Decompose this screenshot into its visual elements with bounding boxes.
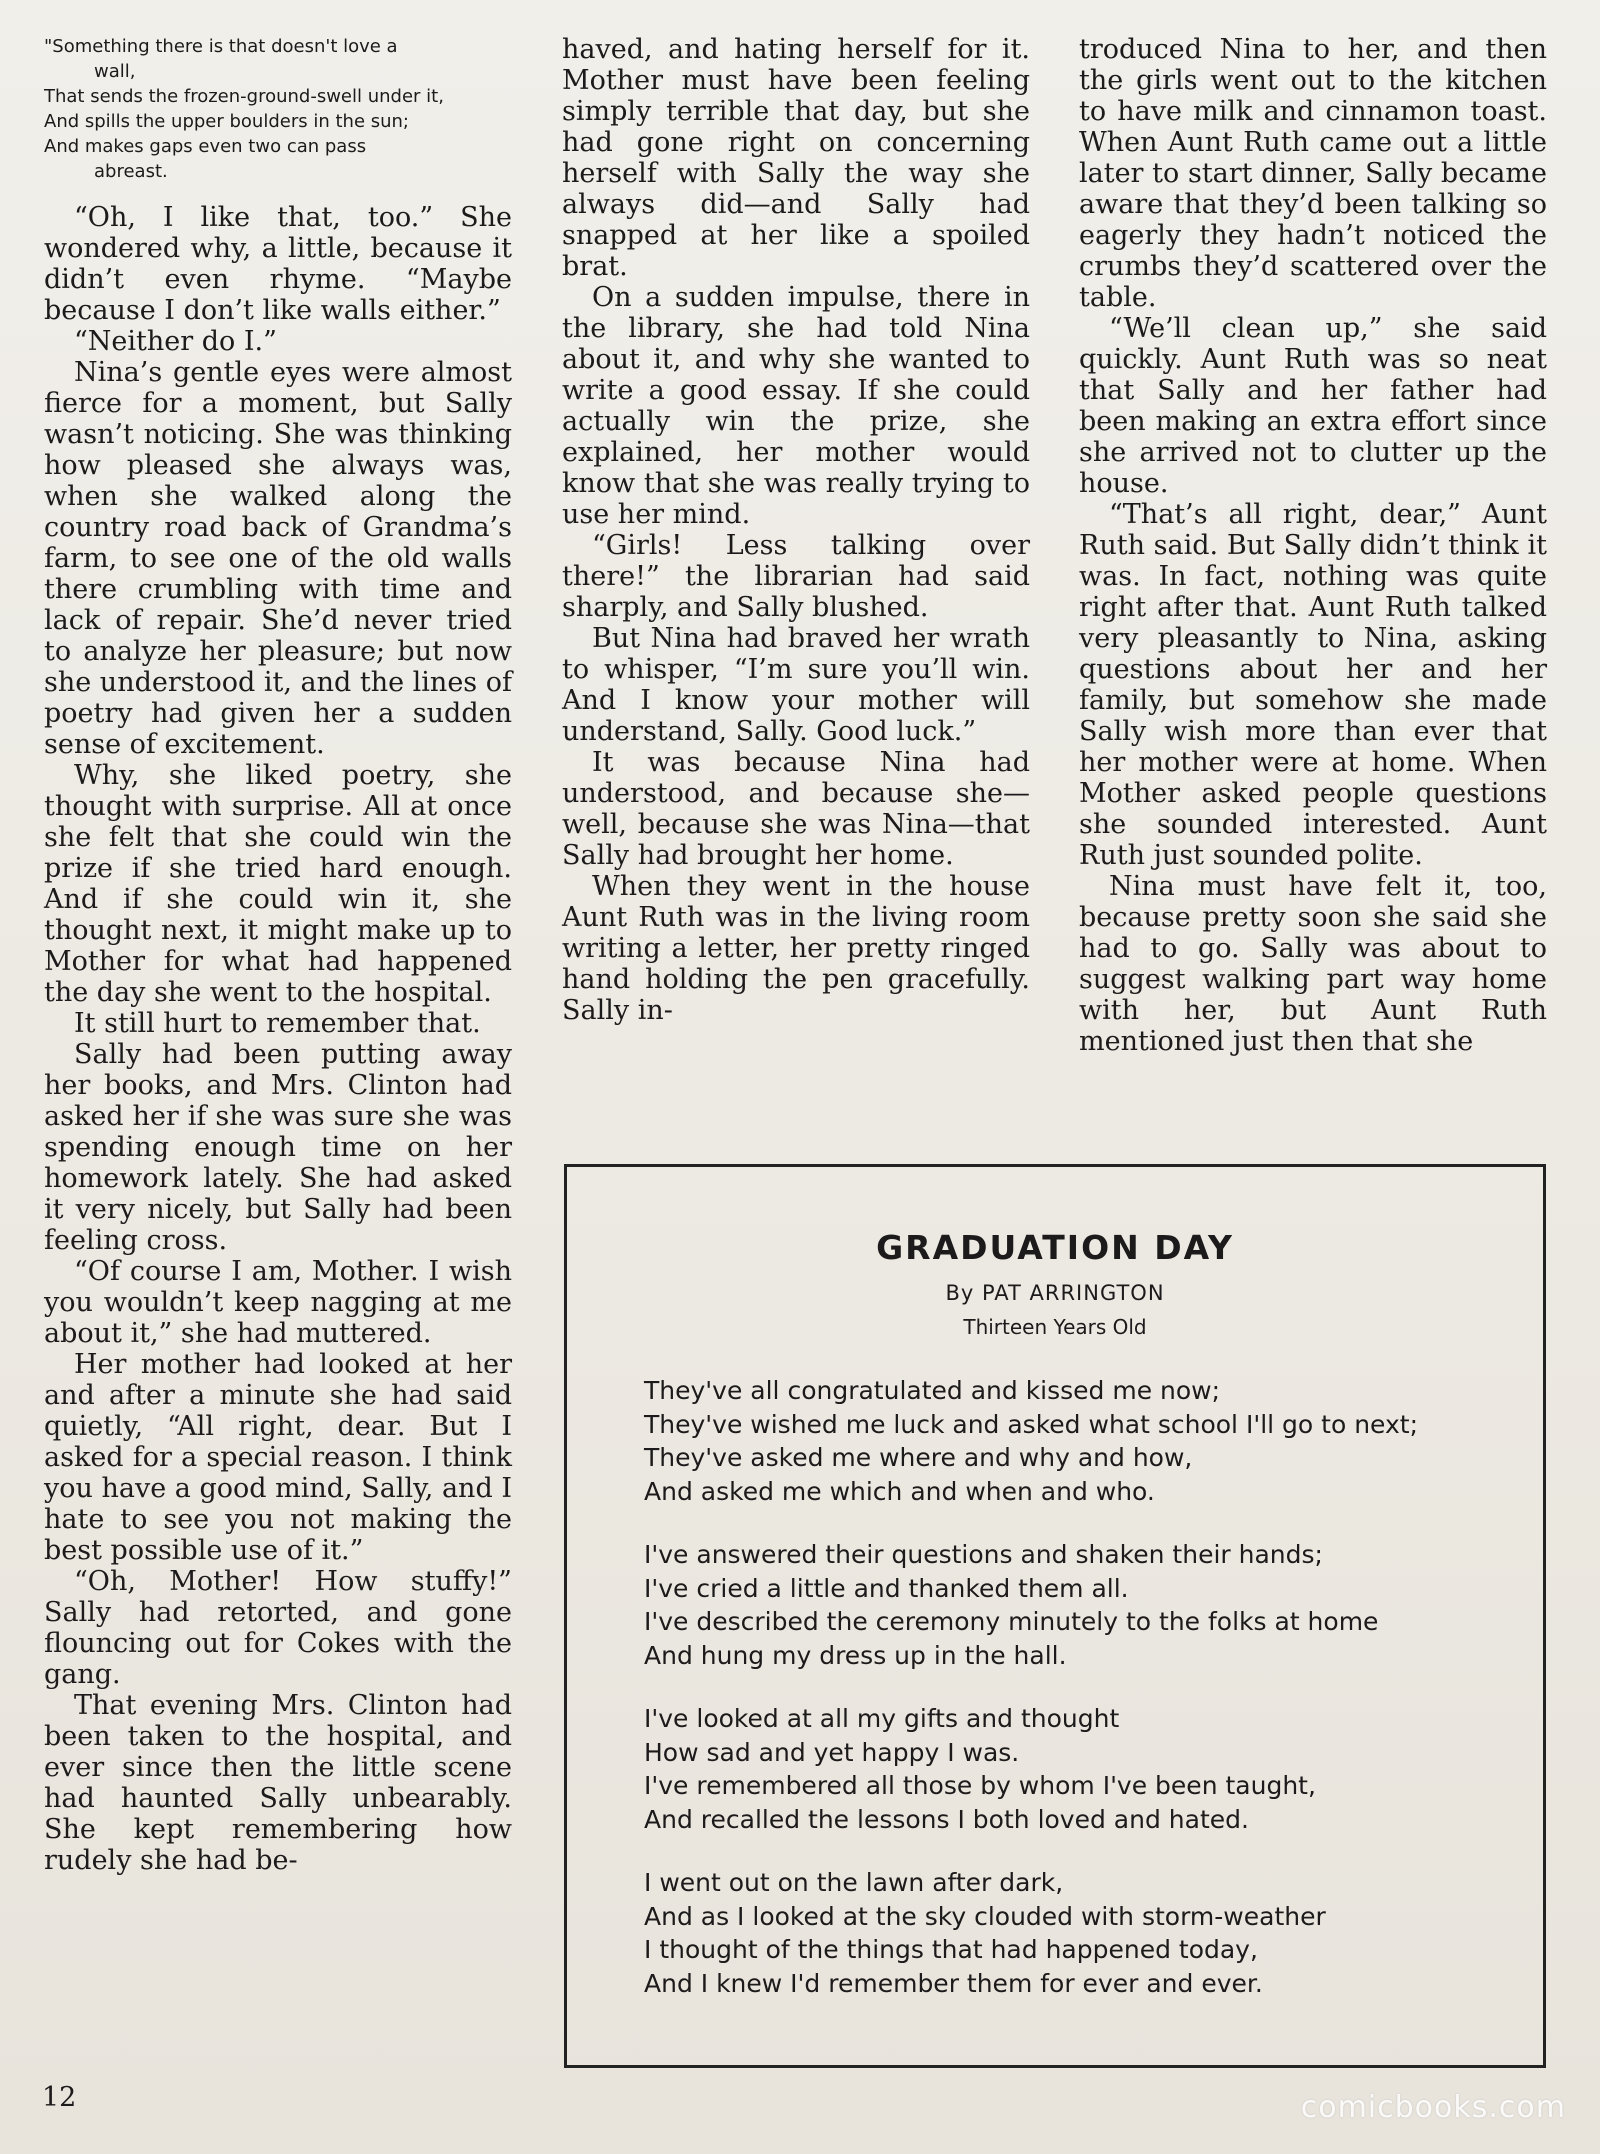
epigraph-quote — [44, 34, 512, 184]
story-paragraph: “Neither do I.” — [74, 326, 277, 357]
story-paragraph: Why, she liked poetry, she thought with surprise. All at once she felt that she could win the prize if she tried hard enough. And if she could win it, she thought next, it might make up to Mother for what had happened the day she went to the hospital. — [44, 760, 512, 1008]
epigraph-line: And spills the upper boulders in the sun; — [44, 111, 409, 132]
poem-line: How sad and yet happy I was. — [644, 1737, 1020, 1767]
poem-title: GRADUATION DAY — [876, 1228, 1234, 1267]
poem-line: And I knew I'd remember them for ever and ever. — [644, 1968, 1263, 1998]
story-paragraph: When they went in the house Aunt Ruth was in the living room writing a letter, her pretty ringed hand holding the pen gracefully. Sally in- — [562, 871, 1030, 1026]
poem-stanza — [644, 1374, 1484, 1508]
story-paragraph: Nina must have felt it, too, because pretty soon she said she had to go. Sally was about to suggest walking part way home with her, but Aunt Ruth mentioned just then that she — [1079, 871, 1547, 1057]
poem-line: They've all congratulated and kissed me now; — [644, 1376, 1221, 1405]
poem-body — [644, 1374, 1484, 2030]
story-paragraph: “Girls! Less talking over there!” the librarian had said sharply, and Sally blushed. — [562, 530, 1030, 623]
story-paragraph: “Of course I am, Mother. I wish you wouldn’t keep nagging at me about it,” she had muttered. — [44, 1256, 512, 1349]
text-column-3 — [1079, 34, 1547, 1057]
story-paragraph: That evening Mrs. Clinton had been taken to the hospital, and ever since then the little scene had haunted Sally unbearably. She kept remembering how rudely she had be- — [44, 1690, 512, 1876]
poem-byline: By PAT ARRINGTON — [945, 1281, 1165, 1305]
poem-stanza — [644, 1538, 1484, 1672]
poem-line: I've looked at all my gifts and thought — [644, 1704, 1120, 1733]
epigraph-line: "Something there is that doesn't love a — [44, 36, 398, 57]
text-column-2 — [562, 34, 1030, 1026]
poem-line: I went out on the lawn after dark, — [644, 1868, 1064, 1897]
epigraph-line: abreast. — [94, 161, 168, 182]
watermark: comicbooks.com — [1300, 2090, 1566, 2125]
story-paragraph: “Oh, Mother! How stuffy!” Sally had retorted, and gone flouncing out for Cokes with the gang. — [44, 1566, 512, 1690]
epigraph-line: wall, — [94, 61, 136, 82]
story-paragraph: On a sudden impulse, there in the library, she had told Nina about it, and why she wanted to write a good essay. If she could actually win the prize, she explained, her mother would know that she was really trying to use her mind. — [562, 282, 1030, 530]
page-number: 12 — [42, 2082, 77, 2113]
epigraph-line: That sends the frozen-ground-swell under it, — [44, 86, 444, 107]
epigraph-line: And makes gaps even two can pass — [44, 136, 367, 157]
story-paragraph: “Oh, I like that, too.” She wondered why, a little, because it didn’t even rhyme. “Maybe because I don’t like walls either.” — [44, 202, 512, 326]
poem-box — [564, 1164, 1546, 2068]
poem-line: I thought of the things that had happened today, — [644, 1935, 1258, 1964]
story-paragraph: It still hurt to remember that. — [74, 1008, 481, 1039]
poem-stanza — [644, 1702, 1484, 1836]
poem-line: They've wished me luck and asked what school I'll go to next; — [644, 1409, 1418, 1439]
text-column-1 — [44, 34, 512, 1876]
poem-author-age: Thirteen Years Old — [963, 1315, 1147, 1339]
poem-line: And recalled the lessons I both loved and hated. — [644, 1804, 1249, 1834]
story-paragraph: troduced Nina to her, and then the girls went out to the kitchen to have milk and cinnamon toast. When Aunt Ruth came out a little later to start dinner, Sally became aware that they’d been talking so eagerly they hadn’t noticed the crumbs they’d scattered over the table. — [1079, 34, 1547, 313]
poem-line: I've answered their questions and shaken their hands; — [644, 1540, 1323, 1569]
story-paragraph: Sally had been putting away her books, and Mrs. Clinton had asked her if she was sure she was spending enough time on her homework lately. She had asked it very nicely, but Sally had been feeling cross. — [44, 1039, 512, 1256]
story-paragraph: It was because Nina had understood, and because she—well, because she was Nina—that Sally had brought her home. — [562, 747, 1030, 871]
poem-line: And as I looked at the sky clouded with storm-weather — [644, 1901, 1326, 1931]
poem-line: I've described the ceremony minutely to the folks at home — [644, 1607, 1379, 1636]
story-paragraph: But Nina had braved her wrath to whisper, “I’m sure you’ll win. And I know your mother will understand, Sally. Good luck.” — [562, 623, 1030, 747]
poem-line: And hung my dress up in the hall. — [644, 1640, 1067, 1670]
poem-line: I've remembered all those by whom I've been taught, — [644, 1771, 1316, 1800]
poem-stanza — [644, 1866, 1484, 2000]
story-paragraph: haved, and hating herself for it. Mother must have been feeling simply terrible that day, but she had gone right on concerning herself with Sally the way she always did—and Sally had snapped at her like a spoiled brat. — [562, 34, 1030, 282]
story-paragraph: “We’ll clean up,” she said quickly. Aunt Ruth was so neat that Sally and her father had been making an extra effort since she arrived not to clutter up the house. — [1079, 313, 1547, 499]
poem-line: They've asked me where and why and how, — [644, 1443, 1193, 1472]
story-paragraph: Her mother had looked at her and after a minute she had said quietly, “All right, dear. But I asked for a special reason. I think you have a good mind, Sally, and I hate to see you not making the best possible use of it.” — [44, 1349, 512, 1566]
poem-line: I've cried a little and thanked them all. — [644, 1573, 1129, 1603]
story-paragraph: Nina’s gentle eyes were almost fierce for a moment, but Sally wasn’t noticing. She was thinking how pleased she always was, when she walked along the country road back of Grandma’s farm, to see one of the old walls there crumbling with time and lack of repair. She’d never tried to analyze her pleasure; but now she understood it, and the lines of poetry had given her a sudden sense of excitement. — [44, 357, 512, 760]
poem-line: And asked me which and when and who. — [644, 1476, 1155, 1506]
story-paragraph: “That’s all right, dear,” Aunt Ruth said. But Sally didn’t think it was. In fact, nothing was quite right after that. Aunt Ruth talked very pleasantly to Nina, asking questions about her and her family, but somehow she made Sally wish more than ever that her mother were at home. When Mother asked people questions she sounded interested. Aunt Ruth just sounded polite. — [1079, 499, 1547, 871]
